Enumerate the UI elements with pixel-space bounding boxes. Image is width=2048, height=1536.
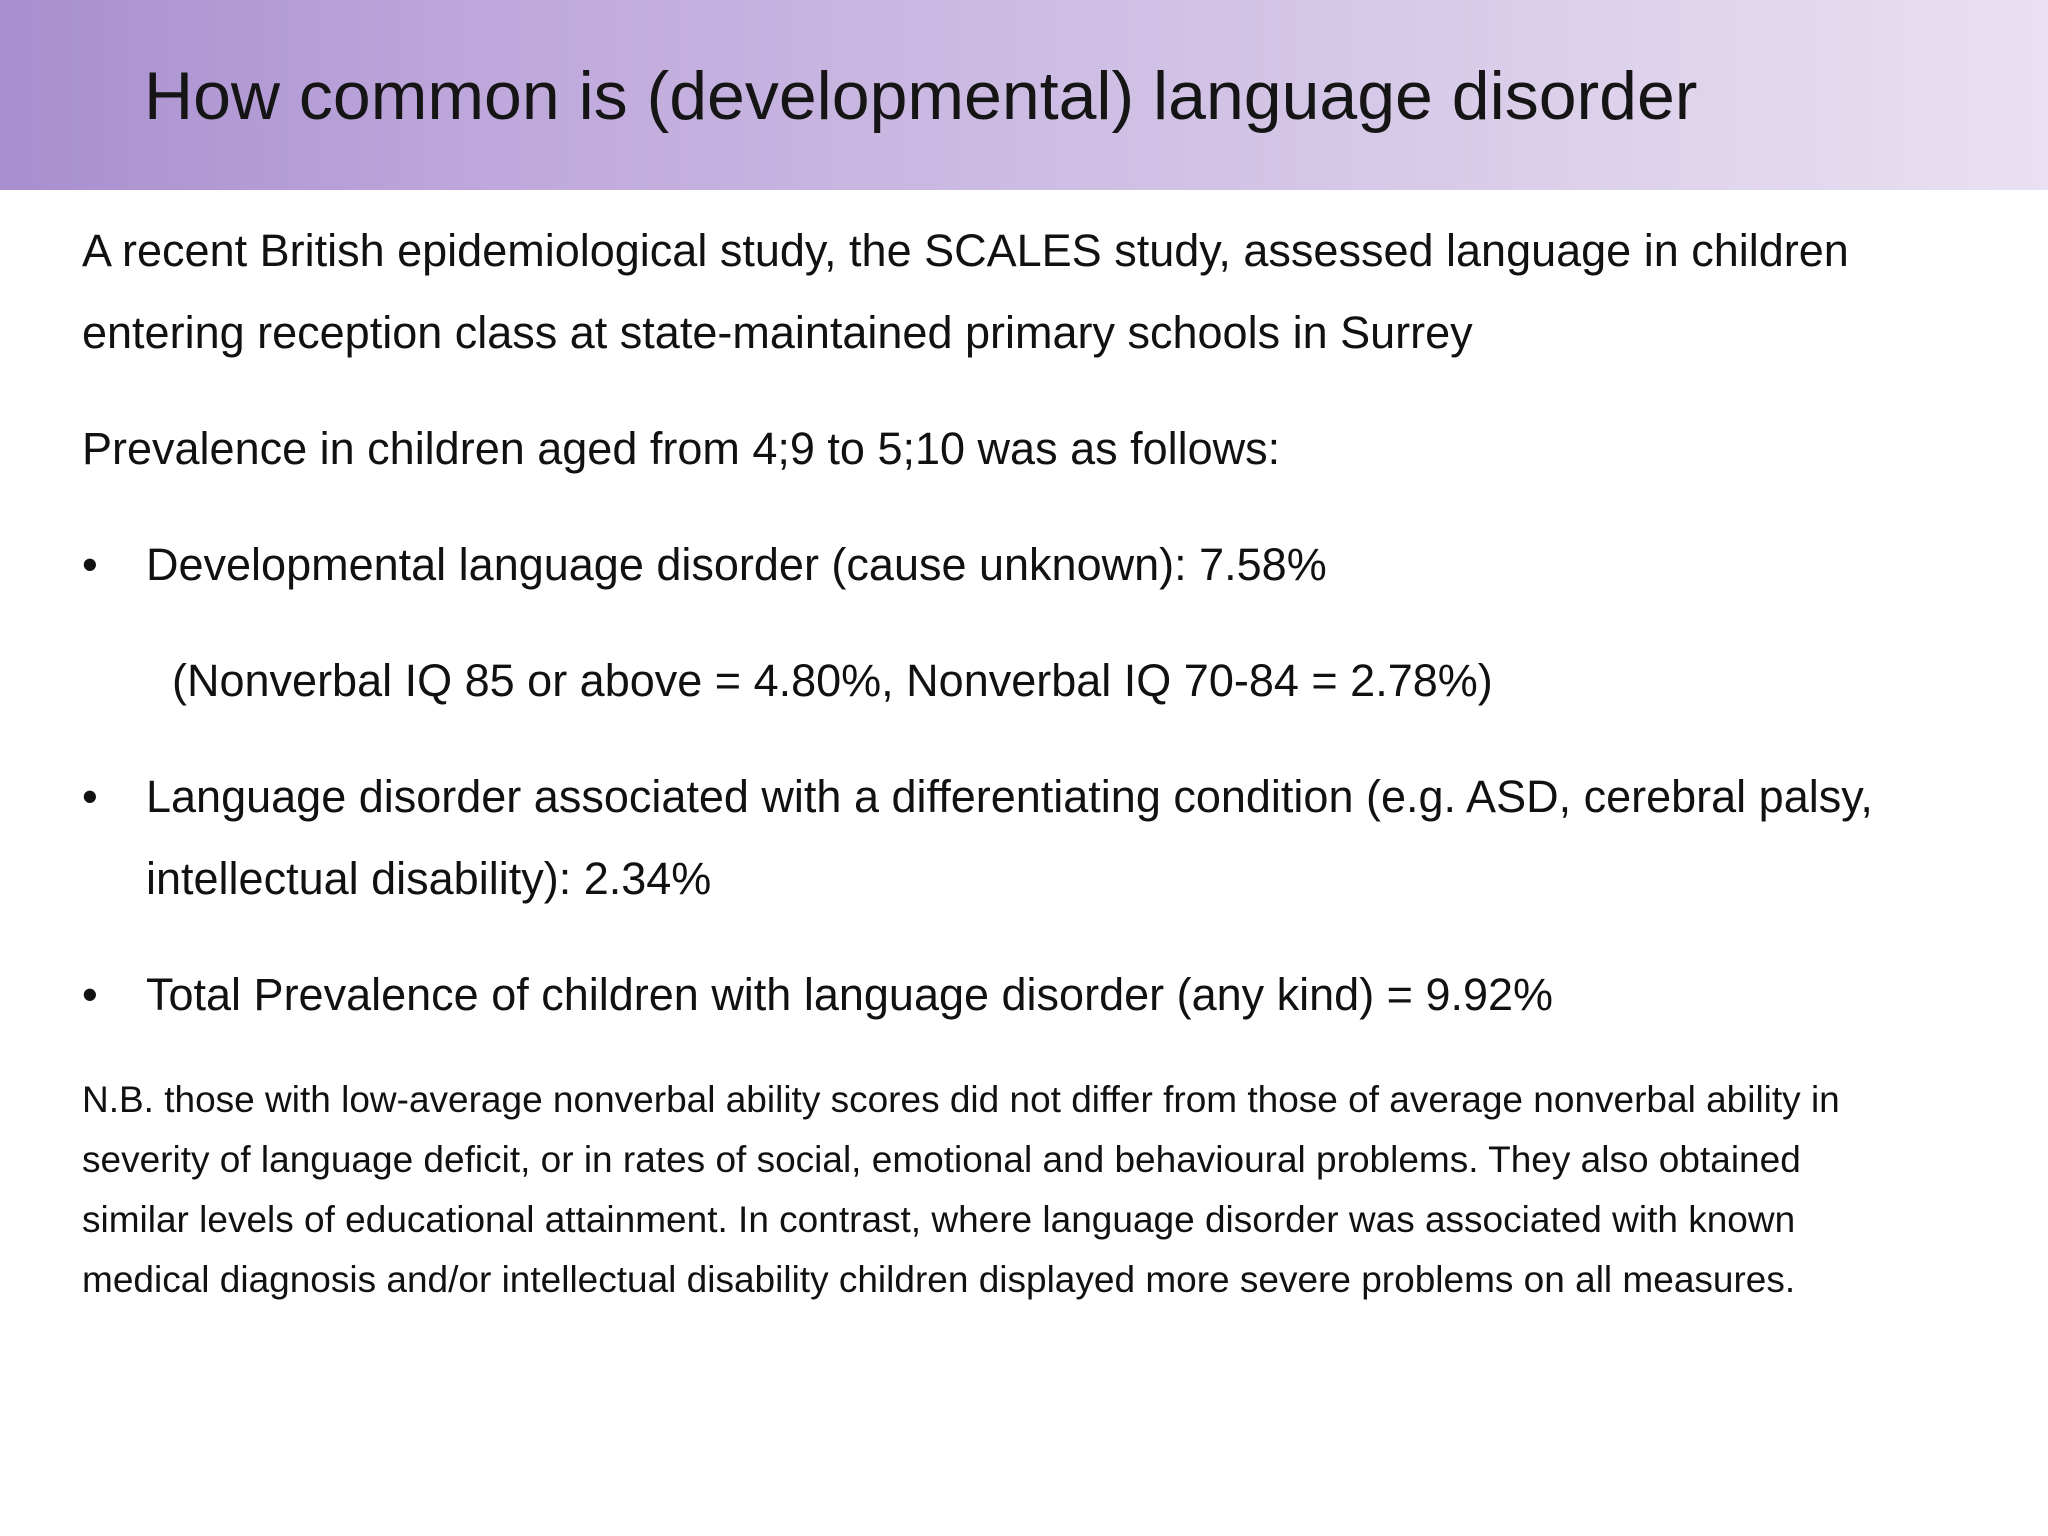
list-item bbox=[82, 954, 1962, 1036]
bullet-text: Language disorder associated with a differentiating condition (e.g. ASD, cerebral palsy, intellectual disability): 2.34% bbox=[146, 771, 1873, 904]
sub-note: (Nonverbal IQ 85 or above = 4.80%, Nonverbal IQ 70-84 = 2.78%) bbox=[172, 655, 1493, 706]
prevalence-list bbox=[82, 524, 1962, 1036]
prevalence-intro: Prevalence in children aged from 4;9 to 5;10 was as follows: bbox=[82, 423, 1281, 474]
slide-title: How common is (developmental) language disorder bbox=[144, 58, 1698, 134]
intro-paragraph: A recent British epidemiological study, the SCALES study, assessed language in children entering reception class at state-maintained primary schools in Surrey bbox=[82, 225, 1849, 358]
bullet-text: Developmental language disorder (cause unknown): 7.58% bbox=[146, 539, 1327, 590]
bullet-marker: • bbox=[82, 969, 98, 1020]
list-item bbox=[82, 756, 1962, 920]
list-item bbox=[82, 524, 1962, 606]
bullet-marker: • bbox=[82, 771, 98, 822]
slide-body bbox=[82, 210, 1962, 1310]
bullet-text: Total Prevalence of children with language disorder (any kind) = 9.92% bbox=[146, 969, 1554, 1020]
bullet-marker: • bbox=[82, 539, 98, 590]
footnote: N.B. those with low-average nonverbal ability scores did not differ from those of average nonverbal ability in severity of language deficit, or in rates of social, emotional and behavioural problems. They also obtained similar levels of educational attainment. In contrast, where language disorder was associated with known medical diagnosis and/or intellectual disability children displayed more severe problems on all measures. bbox=[82, 1079, 1840, 1300]
title-banner bbox=[0, 0, 2048, 190]
